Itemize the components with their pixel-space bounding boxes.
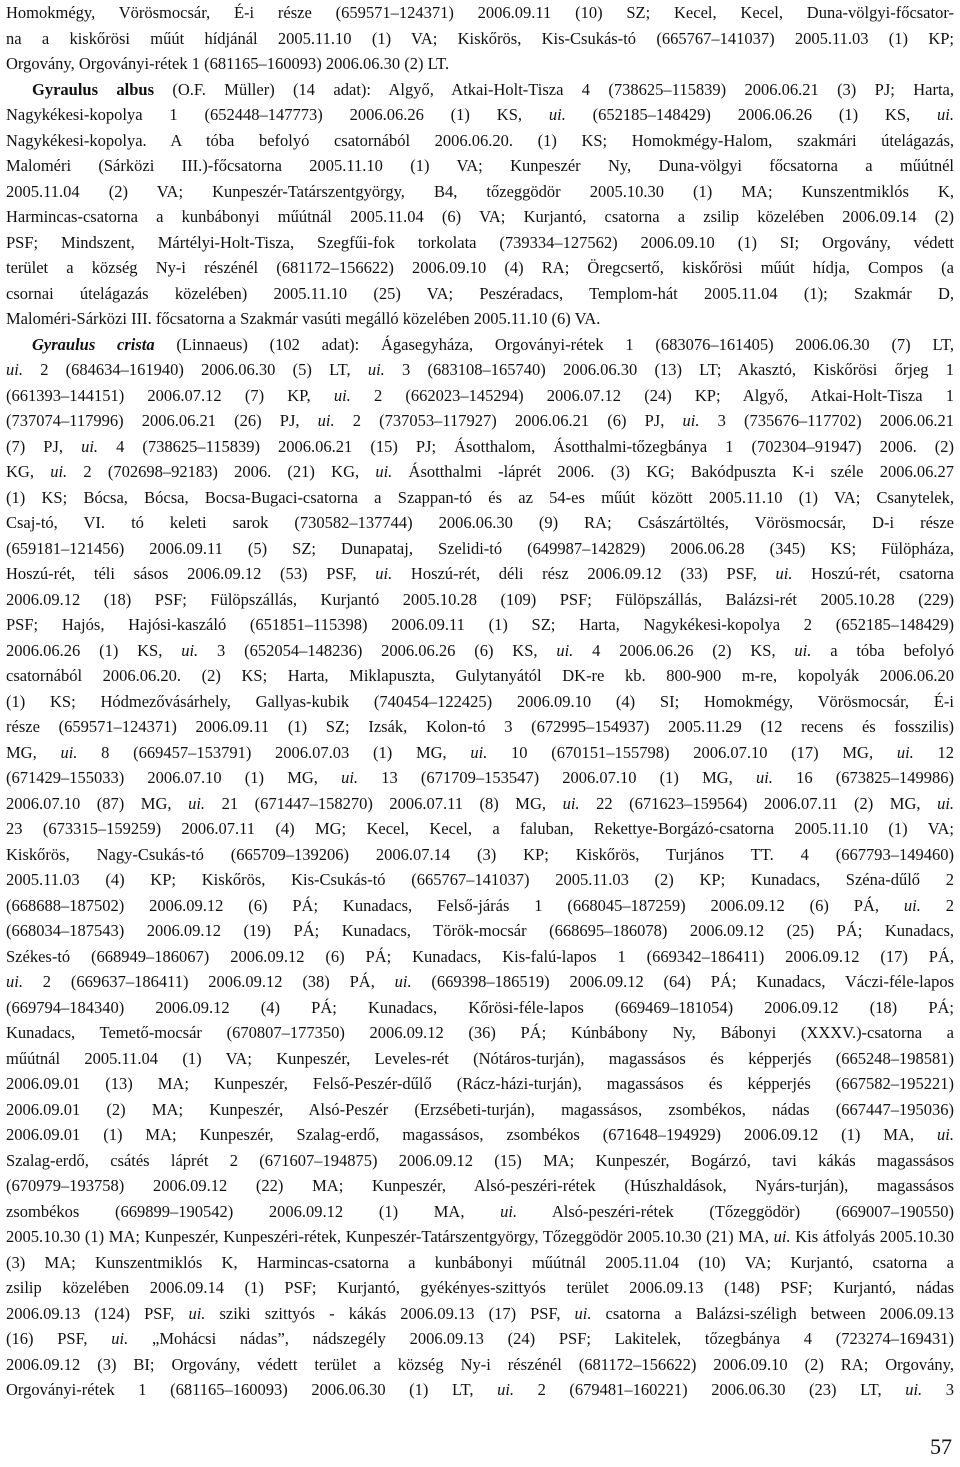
text-run: PSF; Hajós, Hajósi-kaszáló (651851–115398) 2006.09.11 (1) SZ; Harta, Nagykékesi-kopolya 2 (652185–148429): [6, 615, 954, 634]
text-run: 2 (669637–186411) 2006.09.12 (38) PÁ,: [22, 972, 395, 991]
text-run: Harmincas-csatorna a kunbábonyi műútnál 2005.11.04 (6) VA; Kurjantó, csatorna a zsilip közelében 2006.09.14 (2): [6, 207, 954, 226]
text-run: 2 (684634–161940) 2006.06.30 (5) LT,: [22, 360, 368, 379]
text-run: 23 (673315–159259) 2006.07.11 (4) MG; Kecel, Kecel, a faluban, Rekettye-Borgázó-csatorna 2005.11.10 (1) VA;: [6, 819, 954, 838]
text-line: [6, 1199, 954, 1225]
text-run: 16 (673825–149986): [772, 768, 954, 787]
text-run: 22 (671623–159564) 2006.07.11 (2) MG,: [579, 793, 938, 813]
text-run: 2005.10.30 (1) MA; Kunpeszér, Kunpeszéri-rétek, Kunpeszér-Tatárszentgyörgy, Tőzeggödör 2005.10.30 (21) MA,: [6, 1227, 774, 1246]
text-run: „Mohácsi nádas”, nádszegély 2006.09.13 (24) PSF; Lakitelek, tőzegbánya 4 (723274–169431): [128, 1329, 954, 1348]
text-line: [6, 1250, 954, 1276]
text-run: 2006.09.01 (2) MA; Kunpeszér, Alsó-Peszér (Erzsébeti-turján), magassásos, zsombékos, nádas (667447–195036): [6, 1099, 954, 1119]
text-line: [6, 1097, 954, 1123]
text-line: [6, 612, 954, 638]
text-run: Maloméri (Sárközi III.)-főcsatorna 2005.11.10 (1) VA; Kunpeszér Ny, Duna-völgyi főcsatorna a műútnél: [6, 156, 954, 175]
text-run: Orgovány, Orgoványi-rétek 1 (681165–160093) 2006.06.30 (2) LT.: [6, 54, 450, 73]
text-line: [6, 1301, 954, 1327]
italic-abbrev: ui.: [181, 640, 199, 660]
text-line: [6, 128, 954, 154]
text-run: (671429–155033) 2006.07.10 (1) MG,: [6, 768, 342, 787]
text-run: Csaj-tó, VI. tó keleti sarok (730582–137744) 2006.06.30 (9) RA; Császártöltés, Vörösmocsár, D-i része: [6, 513, 954, 532]
text-run: na a kiskőrösi műút hídjánál 2005.11.10 (1) VA; Kiskőrös, Kis-Csukás-tó (665767–141037) 2005.11.03 (1) KP;: [6, 28, 954, 48]
text-run: 10 (670151–155798) 2006.07.10 (17) MG,: [487, 742, 897, 762]
italic-abbrev: ui.: [81, 436, 99, 456]
text-run: Szalag-erdő, csátés láprét 2 (671607–194875) 2006.09.12 (15) MA; Kunpeszér, Bogárzó, tavi kákás magassásos: [6, 1150, 954, 1170]
text-run: csatorna a Balázsi-széligh between 2006.09.13: [591, 1303, 955, 1323]
italic-abbrev: ui.: [755, 768, 773, 787]
text-line: [6, 536, 954, 562]
text-line: [6, 1352, 954, 1378]
italic-abbrev: ui.: [556, 640, 574, 660]
italic-abbrev: ui.: [937, 1125, 954, 1144]
text-line: [6, 102, 954, 128]
text-run: MG,: [6, 742, 61, 762]
text-line: [6, 332, 954, 358]
text-line: [6, 1224, 954, 1250]
text-run: 3 (683108–165740) 2006.06.30 (13) LT; Akasztó, Kiskőrösi őrjeg 1: [384, 360, 954, 379]
italic-abbrev: ui.: [682, 411, 700, 430]
text-run: 13 (671709–153547) 2006.07.10 (1) MG,: [358, 768, 756, 787]
italic-abbrev: ui.: [562, 793, 580, 813]
text-line: [6, 816, 954, 842]
italic-abbrev: ui.: [394, 972, 412, 991]
species-heading: [32, 335, 155, 354]
text-run: csornai útelágazás közelében) 2005.11.10 (25) VA; Peszéradacs, Templom-hát 2005.11.04 (1); Szakmár D,: [6, 283, 954, 303]
text-run: 2 (679481–160221) 2006.06.30 (23) LT,: [514, 1380, 906, 1399]
text-line: [6, 281, 954, 307]
text-run: 2006.09.01 (1) MA; Kunpeszér, Szalag-erdő, magassásos, zsombékos (671648–194929) 2006.09.12 (1) MA,: [6, 1125, 938, 1144]
text-line: [6, 510, 954, 536]
text-line: [6, 0, 954, 26]
text-line: [6, 230, 954, 256]
text-line: [6, 689, 954, 715]
italic-abbrev: ui.: [333, 385, 351, 405]
italic-abbrev: ui.: [470, 742, 488, 762]
species-name: Gyraulus crista: [32, 334, 155, 354]
text-line: [6, 179, 954, 205]
text-run: 3: [922, 1380, 955, 1399]
text-run: csatornából 2006.06.20. (2) KS; Harta, Miklapuszta, Gulytanyától DK-re kb. 800-900 m-re, kopolyák 2006.06.20: [6, 666, 954, 685]
italic-abbrev: ui.: [6, 360, 23, 379]
text-line: [6, 204, 954, 230]
text-run: műútnál 2005.11.04 (1) VA; Kunpeszér, Leveles-rét (Nótáros-turján), magassásos és képperjés (665248–198581): [6, 1048, 954, 1068]
text-line: [6, 638, 954, 664]
italic-abbrev: ui.: [111, 1329, 129, 1348]
text-run: 4 2006.06.26 (2) KS,: [573, 640, 795, 660]
text-run: 2006.09.12 (18) PSF; Fülöpszállás, Kurjantó 2005.10.28 (109) PSF; Fülöpszállás, Balázsi-rét 2005.10.28 (229): [6, 589, 954, 609]
text-run: Nagykékesi-kopolya 1 (652448–147773) 2006.06.26 (1) KS,: [6, 105, 549, 124]
text-run: PSF; Mindszent, Mártélyi-Holt-Tisza, Szegfűi-fok torkolata (739334–127562) 2006.09.10 (1) SI; Orgovány, védett: [6, 232, 954, 252]
text-run: (16) PSF,: [6, 1329, 112, 1348]
text-run: zsombékos (669899–190542) 2006.09.12 (1) MA,: [6, 1201, 501, 1221]
text-run: 2 (702698–92183) 2006. (21) KG,: [67, 462, 376, 481]
text-run: 2005.11.03 (4) KP; Kiskőrös, Kis-Csukás-tó (665767–141037) 2005.11.03 (2) KP; Kunadacs, Széna-dűlő 2: [6, 870, 954, 889]
text-run: Alsó-peszéri-rétek (Tőzeggödör) (669007–190550): [517, 1201, 954, 1221]
text-line: [6, 561, 954, 587]
text-run: 2 (737053–117927) 2006.06.21 (6) PJ,: [334, 411, 683, 430]
italic-abbrev: ui.: [548, 105, 566, 124]
text-line: [6, 51, 954, 77]
text-run: 2 (662023–145294) 2006.07.12 (24) KP; Algyő, Atkai-Holt-Tisza 1: [350, 385, 954, 405]
italic-abbrev: ui.: [6, 972, 23, 991]
text-run: 12: [913, 742, 954, 762]
italic-abbrev: ui.: [341, 768, 359, 787]
italic-abbrev: ui.: [375, 564, 393, 583]
text-run: Hoszú-rét, téli sásos 2006.09.12 (53) PSF,: [6, 564, 376, 583]
text-run: (652185–148429) 2006.06.26 (1) KS,: [565, 105, 938, 124]
text-run: 2006.07.10 (87) MG,: [6, 793, 189, 813]
text-run: Kiskőrös, Nagy-Csukás-tó (665709–139206) 2006.07.14 (3) KP; Kiskőrös, Turjános TT. 4 (667793–149460): [6, 844, 954, 864]
text-run: (668034–187543) 2006.09.12 (19) PÁ; Kunadacs, Török-mocsár (668695–186078) 2006.09.12 (25) PÁ; Kunadacs,: [6, 921, 954, 940]
text-run: (1) KS; Hódmezővásárhely, Gallyas-kubik (740454–122425) 2006.09.10 (4) SI; Homokmégy, Vörösmocsár, É-i: [6, 691, 954, 711]
text-run: Hoszú-rét, déli rész 2006.09.12 (33) PSF,: [392, 564, 776, 583]
text-line: [6, 383, 954, 409]
text-line: [6, 969, 954, 995]
text-line: [6, 485, 954, 511]
text-run: Kunadacs, Temető-mocsár (670807–177350) 2006.09.12 (36) PÁ; Kúnbábony Ny, Bábonyi (XXXV.)-csatorna a: [6, 1023, 954, 1042]
italic-abbrev: ui.: [500, 1201, 518, 1221]
italic-abbrev: ui.: [937, 105, 954, 124]
text-run: (670979–193758) 2006.09.12 (22) MA; Kunpeszér, Alsó-peszéri-rétek (Húszhaldások, Nyárs-turján), magassásos: [6, 1176, 954, 1195]
italic-abbrev: ui.: [497, 1380, 515, 1399]
text-run: 2006.09.01 (13) MA; Kunpeszér, Felső-Peszér-dűlő (Rácz-házi-turján), magassásos és képperjés (667582–195221): [6, 1074, 954, 1093]
text-run: a tóba befolyó: [811, 640, 954, 660]
text-run: (659181–121456) 2006.09.11 (5) SZ; Dunapataj, Szelidi-tó (649987–142829) 2006.06.28 (345) KS; Fülöpháza,: [6, 538, 954, 558]
italic-abbrev: ui.: [896, 742, 914, 762]
text-line: [6, 842, 954, 868]
text-line: [6, 255, 954, 281]
text-run: 2006.09.13 (124) PSF,: [6, 1303, 189, 1323]
text-run: 3 (735676–117702) 2006.06.21: [699, 411, 954, 430]
text-run: Homokmégy, Vörösmocsár, É-i része (659571–124371) 2006.09.11 (10) SZ; Kecel, Kecel, Duna-völgyi-főcsator-: [6, 3, 954, 22]
text-run: (661393–144151) 2006.07.12 (7) KP,: [6, 385, 334, 405]
page-number: 57: [930, 1434, 952, 1459]
italic-abbrev: ui.: [188, 793, 206, 813]
text-line: [6, 306, 954, 332]
text-line: [6, 26, 954, 52]
italic-abbrev: ui.: [188, 1303, 206, 1323]
text-line: [6, 740, 954, 766]
italic-abbrev: ui.: [375, 462, 393, 481]
italic-abbrev: ui.: [317, 411, 335, 430]
text-run: (7) PJ,: [6, 436, 82, 456]
text-line: [6, 893, 954, 919]
text-run: Székes-tó (668949–186067) 2006.09.12 (6) PÁ; Kunadacs, Kis-falú-lapos 1 (669342–186411) 2006.09.12 (17) PÁ,: [6, 946, 954, 966]
text-run: (668688–187502) 2006.09.12 (6) PÁ; Kunadacs, Felső-járás 1 (668045–187259) 2006.09.12 (6) PÁ,: [6, 895, 904, 915]
text-run: Ásotthalmi -láprét 2006. (3) KG; Bakódpuszta K-i széle 2006.06.27: [392, 462, 954, 481]
text-run: Nagykékesi-kopolya. A tóba befolyó csatornából 2006.06.20. (1) KS; Homokmégy-Halom, szakmári útelágazás,: [6, 130, 954, 150]
text-line: [6, 434, 954, 460]
species-name: Gyraulus albus: [32, 79, 155, 99]
text-line: [6, 459, 954, 485]
body-text: [6, 0, 954, 1403]
text-run: 21 (671447–158270) 2006.07.11 (8) MG,: [205, 793, 563, 813]
text-line: [6, 995, 954, 1021]
text-line: [6, 867, 954, 893]
text-line: [6, 765, 954, 791]
italic-abbrev: ui.: [937, 793, 955, 813]
text-run: Orgoványi-rétek 1 (681165–160093) 2006.06.30 (1) LT,: [6, 1380, 498, 1399]
text-line: [6, 153, 954, 179]
text-run: (669794–184340) 2006.09.12 (4) PÁ; Kunadacs, Kőrösi-féle-lapos (669469–181054) 2006.09.12 (18) PÁ;: [6, 997, 954, 1017]
italic-abbrev: ui.: [60, 742, 78, 762]
italic-abbrev: ui.: [574, 1303, 592, 1323]
text-run: 2005.11.04 (2) VA; Kunpeszér-Tatárszentgyörgy, B4, tőzeggödör 2005.10.30 (1) MA; Kunszentmiklós K,: [6, 181, 954, 201]
text-run: (737074–117996) 2006.06.21 (26) PJ,: [6, 411, 318, 430]
italic-abbrev: ui.: [50, 462, 68, 481]
text-line: [6, 1046, 954, 1072]
text-run: 4 (738625–115839) 2006.06.21 (15) PJ; Ásotthalom, Ásotthalmi-tőzegbánya 1 (702304–91947) 2006. (2): [98, 436, 954, 456]
text-line: [6, 1173, 954, 1199]
text-run: terület a község Ny-i részénél (681172–156622) 2006.09.10 (4) RA; Öregcsertő, kiskőrösi műút hídja, Compos (a: [6, 258, 954, 277]
text-run: (669398–186519) 2006.09.12 (64) PÁ; Kunadacs, Váczi-féle-lapos: [411, 972, 954, 991]
text-line: [6, 587, 954, 613]
text-run: sziki szittyós - kákás 2006.09.13 (17) PSF,: [205, 1303, 575, 1323]
text-line: [6, 918, 954, 944]
text-line: [6, 714, 954, 740]
text-line: [6, 1377, 954, 1403]
text-run: (3) MA; Kunszentmiklós K, Harmincas-csatorna a kunbábonyi műútnál 2005.11.04 (10) VA; Kurjantó, csatorna a: [6, 1252, 954, 1272]
text-line: [6, 1020, 954, 1046]
text-run: Hoszú-rét, csatorna: [792, 564, 955, 583]
italic-abbrev: ui.: [794, 640, 812, 660]
text-run: 8 (669457–153791) 2006.07.03 (1) MG,: [77, 742, 471, 762]
text-run: 2006.06.26 (1) KS,: [6, 640, 182, 660]
text-run: 3 (652054–148236) 2006.06.26 (6) KS,: [198, 640, 557, 660]
text-line: [6, 1071, 954, 1097]
italic-abbrev: ui.: [903, 895, 921, 915]
text-run: KG,: [6, 462, 51, 481]
text-run: Maloméri-Sárközi III. főcsatorna a Szakmár vasúti megálló közelében 2005.11.10 (6) VA.: [6, 309, 601, 328]
text-line: [6, 1148, 954, 1174]
text-line: [6, 791, 954, 817]
italic-abbrev: ui.: [905, 1380, 923, 1399]
italic-abbrev: ui.: [773, 1227, 791, 1246]
italic-abbrev: ui.: [367, 360, 385, 379]
text-run: 2: [920, 895, 955, 915]
text-run: Kis átfolyás 2005.10.30: [790, 1227, 954, 1246]
text-run: része (659571–124371) 2006.09.11 (1) SZ; Izsák, Kolon-tó 3 (672995–154937) 2005.11.29 (12 recens és fosszilis): [6, 717, 954, 736]
text-run: (O.F. Müller) (14 adat): Algyő, Atkai-Holt-Tisza 4 (738625–115839) 2006.06.21 (3) PJ; Harta,: [154, 79, 955, 99]
text-line: [6, 408, 954, 434]
text-run: 2006.09.12 (3) BI; Orgovány, védett terület a község Ny-i részénél (681172–156622) 2006.09.10 (2) RA; Orgovány,: [6, 1354, 954, 1374]
text-line: [6, 663, 954, 689]
text-line: [6, 1326, 954, 1352]
text-line: [6, 1122, 954, 1148]
italic-abbrev: ui.: [775, 564, 793, 583]
text-run: (Linnaeus) (102 adat): Ágasegyháza, Orgoványi-rétek 1 (683076–161405) 2006.06.30 (7) LT,: [154, 334, 954, 354]
text-run: zsilip közelében 2006.09.14 (1) PSF; Kurjantó, gyékényes-szittyós terület 2006.09.13 (148) PSF; Kurjantó, nádas: [6, 1278, 954, 1297]
text-line: [6, 944, 954, 970]
text-line: [6, 77, 954, 103]
text-line: [6, 357, 954, 383]
text-line: [6, 1275, 954, 1301]
text-run: (1) KS; Bócsa, Bócsa, Bocsa-Bugaci-csatorna a Szappan-tó és az 54-es műút között 2005.11.10 (1) VA; Csanytelek,: [6, 487, 954, 507]
